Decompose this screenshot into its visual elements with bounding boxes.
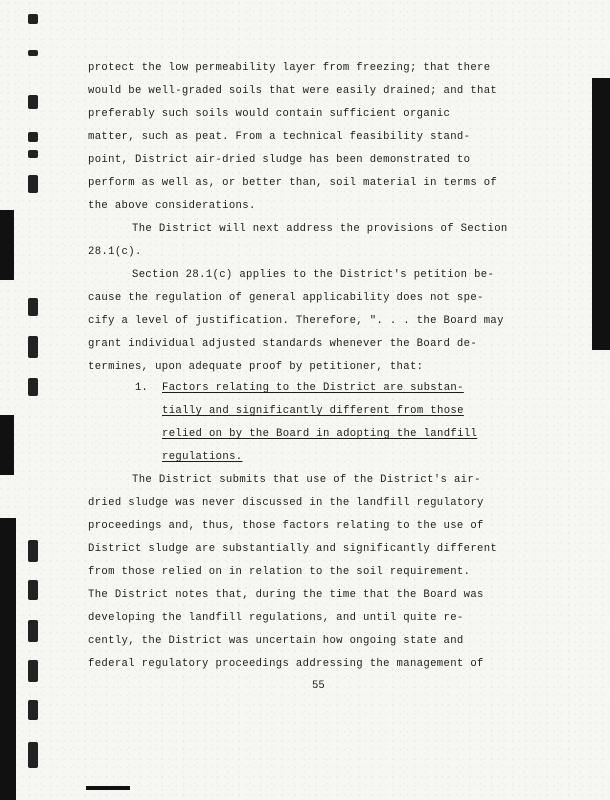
text-line: federal regulatory proceedings addressing the management of — [88, 658, 484, 670]
text-line: from those relied on in relation to the soil requirement. — [88, 566, 471, 578]
text-line: cause the regulation of general applicability does not spe- — [88, 292, 484, 304]
list-item-number: 1. — [135, 382, 148, 394]
bottom-edge-mark — [86, 786, 130, 790]
binding-mark — [28, 50, 38, 56]
list-item-line: regulations. — [162, 451, 243, 463]
text-line: dried sludge was never discussed in the landfill regulatory — [88, 497, 484, 509]
binding-mark — [28, 540, 38, 562]
list-item-line: Factors relating to the District are substan- — [162, 382, 464, 394]
text-line: proceedings and, thus, those factors relating to the use of — [88, 520, 484, 532]
binding-mark — [28, 620, 38, 642]
text-line: The District will next address the provisions of Section — [132, 223, 508, 235]
text-line: District sludge are substantially and significantly different — [88, 543, 498, 555]
text-line: would be well-graded soils that were easily drained; and that — [88, 85, 498, 97]
text-line: cently, the District was uncertain how ongoing state and — [88, 635, 464, 647]
list-item-line: relied on by the Board in adopting the landfill — [162, 428, 478, 440]
text-line: perform as well as, or better than, soil material in terms of — [88, 177, 498, 189]
binding-mark — [28, 378, 38, 396]
left-edge-bar-lower — [0, 518, 16, 800]
binding-mark — [28, 298, 38, 316]
text-line: matter, such as peat. From a technical feasibility stand- — [88, 131, 471, 143]
text-line: the above considerations. — [88, 200, 256, 212]
binding-mark — [28, 95, 38, 109]
text-line: The District notes that, during the time that the Board was — [88, 589, 484, 601]
text-line: protect the low permeability layer from freezing; that there — [88, 62, 491, 74]
left-edge-bar-middle — [0, 415, 14, 475]
binding-mark — [28, 580, 38, 600]
binding-mark — [28, 336, 38, 358]
binding-mark — [28, 742, 38, 768]
text-line: termines, upon adequate proof by petitioner, that: — [88, 361, 424, 373]
text-line: point, District air-dried sludge has been demonstrated to — [88, 154, 471, 166]
text-line: developing the landfill regulations, and until quite re- — [88, 612, 464, 624]
text-line: The District submits that use of the District's air- — [132, 474, 481, 486]
list-item-line: tially and significantly different from those — [162, 405, 464, 417]
text-line: preferably such soils would contain sufficient organic — [88, 108, 451, 120]
text-line: cify a level of justification. Therefore, ". . . the Board may — [88, 315, 504, 327]
binding-mark — [28, 700, 38, 720]
binding-mark — [28, 150, 38, 158]
binding-mark — [28, 175, 38, 193]
text-line: Section 28.1(c) applies to the District's petition be- — [132, 269, 495, 281]
page-number: 55 — [312, 680, 325, 692]
binding-mark — [28, 660, 38, 682]
binding-mark — [28, 14, 38, 24]
right-edge-bar — [592, 78, 610, 350]
left-edge-bar-upper — [0, 210, 14, 280]
text-line: 28.1(c). — [88, 246, 142, 258]
text-line: grant individual adjusted standards whenever the Board de- — [88, 338, 478, 350]
binding-mark — [28, 132, 38, 142]
